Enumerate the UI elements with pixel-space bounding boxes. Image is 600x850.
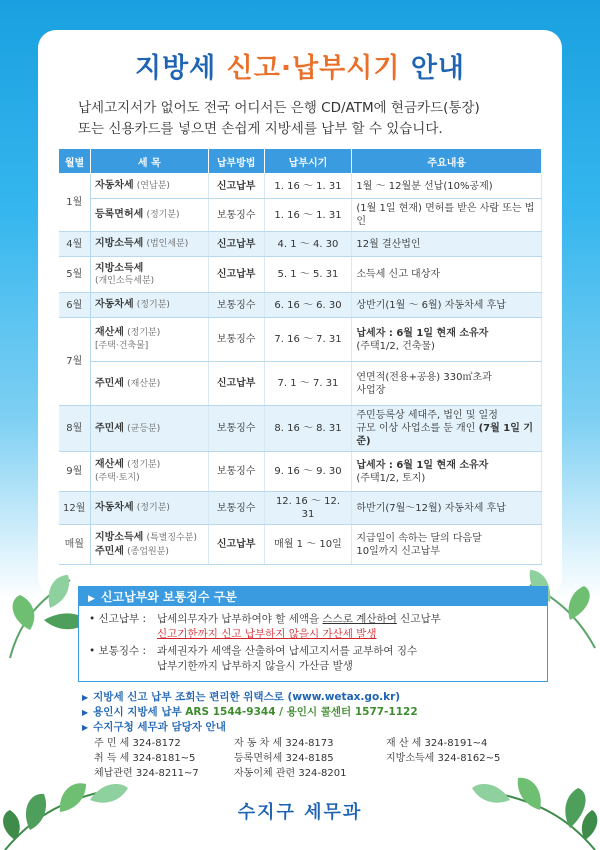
month-cell: 5월	[59, 257, 91, 293]
header-period: 납부시기	[264, 149, 352, 174]
note-contacts	[82, 720, 552, 735]
self-report-item	[89, 612, 537, 642]
table-row	[59, 492, 542, 525]
tax-sub: (법인세분)	[146, 239, 189, 249]
triangle-right-icon: ▶	[82, 723, 89, 732]
tax-cell	[90, 293, 208, 318]
table-row	[59, 232, 542, 257]
tax-sub: (재산분)	[127, 378, 161, 389]
tax-sub2: [주택·건축물]	[94, 341, 149, 351]
month-cell: 12월	[59, 492, 91, 525]
method-cell: 신고납부	[208, 174, 264, 199]
period-cell: 7. 1 ～ 7. 31	[264, 362, 352, 406]
desc-cell: 12월 결산법인	[352, 232, 542, 257]
month-cell: 9월	[59, 452, 91, 492]
period-cell: 6. 16 ～ 6. 30	[264, 293, 352, 318]
tax-sub: (연납분)	[136, 181, 170, 191]
desc-bold: (7월 1일 기준)	[356, 423, 533, 447]
tax-name: 주민세	[94, 422, 124, 434]
month-cell: 8월	[59, 406, 91, 452]
note-ars-text-b: ARS 1544-9344 / 용인시 콜센터 1577-1122	[185, 706, 418, 718]
contact-item	[234, 751, 334, 766]
tax-name: 재산세	[94, 459, 124, 470]
contact-phone: 324-8185	[285, 753, 334, 764]
contact-item	[234, 766, 346, 781]
table-row	[59, 452, 542, 492]
note-wetax-text: 지방세 신고 납부 조회는 편리한 위택스로 (www.wetax.go.kr)	[93, 691, 401, 703]
period-cell: 4. 1 ～ 4. 30	[264, 232, 352, 257]
contact-item	[386, 736, 487, 751]
note-ars	[82, 705, 552, 720]
desc-text: (주택1/2, 건축물)	[356, 340, 435, 352]
desc-text2: 사업장	[356, 384, 386, 396]
tax-sub: (정기분)	[136, 503, 170, 513]
desc-cell	[352, 452, 542, 492]
desc-cell	[352, 318, 542, 362]
tax-sub: (특별징수분)	[146, 532, 197, 543]
contact-label: 취 득 세	[94, 753, 130, 764]
contact-phone: 324-8201	[298, 768, 347, 779]
method-cell: 신고납부	[208, 362, 264, 406]
notes	[82, 690, 552, 735]
tax-sub: (개인소득세분)	[94, 275, 155, 286]
tax-name: 지방소득세	[94, 531, 144, 543]
triangle-right-icon: ▶	[88, 594, 95, 604]
contact-label: 지방소득세	[386, 753, 435, 764]
month-cell: 4월	[59, 232, 91, 257]
desc-text2: 규모 이상 사업소를 둔 개인	[356, 423, 476, 434]
desc-cell: 1월 ～ 12월분 선납(10%공제)	[352, 174, 542, 199]
contact-label: 재 산 세	[386, 738, 422, 749]
period-cell: 매월 1 ～ 10일	[264, 525, 352, 565]
tax-name: 지방소득세	[94, 238, 144, 249]
tax-name: 주민세	[94, 377, 124, 389]
desc-text: (주택1/2, 토지)	[356, 472, 426, 484]
tax-cell	[90, 318, 208, 362]
contact-item	[386, 751, 500, 766]
contact-phone: 324-8181~5	[132, 753, 196, 764]
section-title: 신고납부와 보통징수 구분	[100, 590, 237, 604]
contact-phone: 324-8191~4	[424, 738, 488, 749]
contact-label: 체납관련	[94, 768, 133, 779]
self-report-text-c: 신고납부	[396, 613, 441, 625]
table-row	[59, 293, 542, 318]
period-cell: 5. 1 ～ 5. 31	[264, 257, 352, 293]
header-desc: 주요내용	[352, 149, 542, 174]
method-cell: 신고납부	[208, 232, 264, 257]
period-cell: 7. 16 ～ 7. 31	[264, 318, 352, 362]
table-row	[59, 257, 542, 293]
month-cell: 7월	[59, 318, 91, 406]
tax-cell	[90, 199, 208, 232]
desc-text: 지급일이 속하는 달의 다음달	[356, 532, 482, 544]
intro-line1: 납세고지서가 없어도 전국 어디서든 은행 CD/ATM에 현금카드(통장)	[78, 100, 480, 116]
table-row	[59, 406, 542, 452]
contact-label: 주 민 세	[94, 738, 130, 749]
section-header	[78, 586, 548, 608]
table-row	[59, 318, 542, 362]
period-cell: 1. 16 ～ 1. 31	[264, 199, 352, 232]
general-collection-text-a: 과세권자가 세액을 산출하여 납세고지서를 교부하여 징수	[157, 645, 418, 657]
desc-cell: 상반기(1월 ～ 6월) 자동차세 후납	[352, 293, 542, 318]
triangle-right-icon: ▶	[82, 708, 89, 717]
table-header-row	[59, 149, 542, 174]
period-cell: 8. 16 ～ 8. 31	[264, 406, 352, 452]
tax-cell	[90, 232, 208, 257]
contact-label: 자 동 차 세	[234, 738, 283, 749]
tax-name: 지방소득세	[94, 262, 144, 274]
self-report-text-a: 납세의무자가 납부하여야 할 세액을	[157, 613, 323, 625]
tax-cell	[90, 406, 208, 452]
desc-bold: 납세자 : 6월 1일 현재 소유자	[356, 327, 489, 339]
table-row	[59, 199, 542, 232]
tax-sub2: (주택·토지)	[94, 473, 140, 483]
title-part1: 지방세	[135, 53, 217, 84]
period-cell: 12. 16 ～ 12. 31	[264, 492, 352, 525]
content-card	[38, 30, 562, 596]
desc-text: 주민등록상 세대주, 법인 및 일정	[356, 410, 498, 421]
contact-phone: 324-8173	[285, 738, 334, 749]
tax-cell	[90, 492, 208, 525]
tax-cell	[90, 362, 208, 406]
desc-cell	[352, 362, 542, 406]
intro-line2: 또는 신용카드를 넣으면 손쉽게 지방세를 납부 할 수 있습니다.	[78, 121, 443, 137]
title-part3: 안내	[410, 53, 465, 84]
intro-text	[78, 98, 538, 140]
desc-bold: 납세자 : 6월 1일 현재 소유자	[356, 459, 489, 471]
method-cell: 보통징수	[208, 452, 264, 492]
tax-sub: (정기분)	[136, 300, 170, 310]
title-part2: 신고·납부시기	[226, 53, 401, 84]
header-month: 월별	[59, 149, 91, 174]
table-row	[59, 174, 542, 199]
self-report-text-b: 스스로 계산하여	[322, 613, 397, 625]
page-title	[38, 46, 562, 85]
tax-sub2: (종업원분)	[127, 546, 169, 557]
note-wetax	[82, 690, 552, 705]
desc-cell: 하반기(7월～12월) 자동차세 후납	[352, 492, 542, 525]
method-cell: 신고납부	[208, 257, 264, 293]
tax-name: 자동차세	[94, 180, 134, 191]
tax-name: 등록면허세	[94, 209, 144, 220]
note-ars-text-a: 용인시 지방세 납부	[93, 706, 186, 718]
note-contacts-text: 수지구청 세무과 담당자 안내	[93, 721, 226, 733]
tax-sub: (균등분)	[127, 423, 161, 434]
method-cell: 보통징수	[208, 318, 264, 362]
self-report-label: • 신고납부 :	[89, 613, 146, 625]
method-cell: 보통징수	[208, 199, 264, 232]
method-cell: 보통징수	[208, 293, 264, 318]
desc-text: 연면적(전용+공용) 330㎡초과	[356, 371, 492, 383]
section-box	[78, 606, 548, 682]
table-row	[59, 525, 542, 565]
tax-cell	[90, 452, 208, 492]
schedule-table	[58, 148, 542, 565]
general-collection-text-b: 납부기한까지 납부하지 않을시 가산금 발생	[157, 660, 353, 672]
header-method: 납부방법	[208, 149, 264, 174]
contact-label: 등록면허세	[234, 753, 283, 764]
desc-cell	[352, 406, 542, 452]
triangle-right-icon: ▶	[82, 693, 89, 702]
month-cell: 6월	[59, 293, 91, 318]
method-cell: 보통징수	[208, 492, 264, 525]
table-row	[59, 362, 542, 406]
tax-cell	[90, 174, 208, 199]
tax-sub: (정기분)	[127, 460, 161, 470]
period-cell: 9. 16 ～ 9. 30	[264, 452, 352, 492]
office-name: 수지구 세무과	[237, 802, 363, 823]
desc-cell: (1월 1일 현재) 면허를 받은 사람 또는 법인	[352, 199, 542, 232]
month-cell: 매월	[59, 525, 91, 565]
contact-item	[234, 736, 334, 751]
tax-sub: (정기분)	[146, 210, 180, 220]
period-cell: 1. 16 ～ 1. 31	[264, 174, 352, 199]
method-cell: 신고납부	[208, 525, 264, 565]
contact-phone: 324-8162~5	[437, 753, 501, 764]
tax-name: 재산세	[94, 327, 124, 338]
contact-item	[94, 766, 199, 781]
penalty-warning: 신고기한까지 신고 납부하지 않을시 가산세 발생	[157, 628, 377, 640]
header-tax: 세 목	[90, 149, 208, 174]
desc-cell: 소득세 신고 대상자	[352, 257, 542, 293]
tax-sub: (정기분)	[127, 328, 161, 338]
contact-phone: 324-8211~7	[135, 768, 199, 779]
tax-name: 자동차세	[94, 502, 134, 513]
contact-label: 자동이체 관련	[234, 768, 296, 779]
month-cell: 1월	[59, 174, 91, 232]
contact-item	[94, 751, 195, 766]
contact-phone: 324-8172	[132, 738, 181, 749]
desc-text2: 10일까지 신고납부	[356, 545, 440, 557]
tax-name2: 주민세	[94, 545, 124, 557]
contact-item	[94, 736, 181, 751]
general-collection-item	[89, 644, 537, 674]
tax-name: 자동차세	[94, 299, 134, 310]
tax-cell	[90, 257, 208, 293]
method-cell: 보통징수	[208, 406, 264, 452]
general-collection-label: • 보통징수 :	[89, 645, 146, 657]
